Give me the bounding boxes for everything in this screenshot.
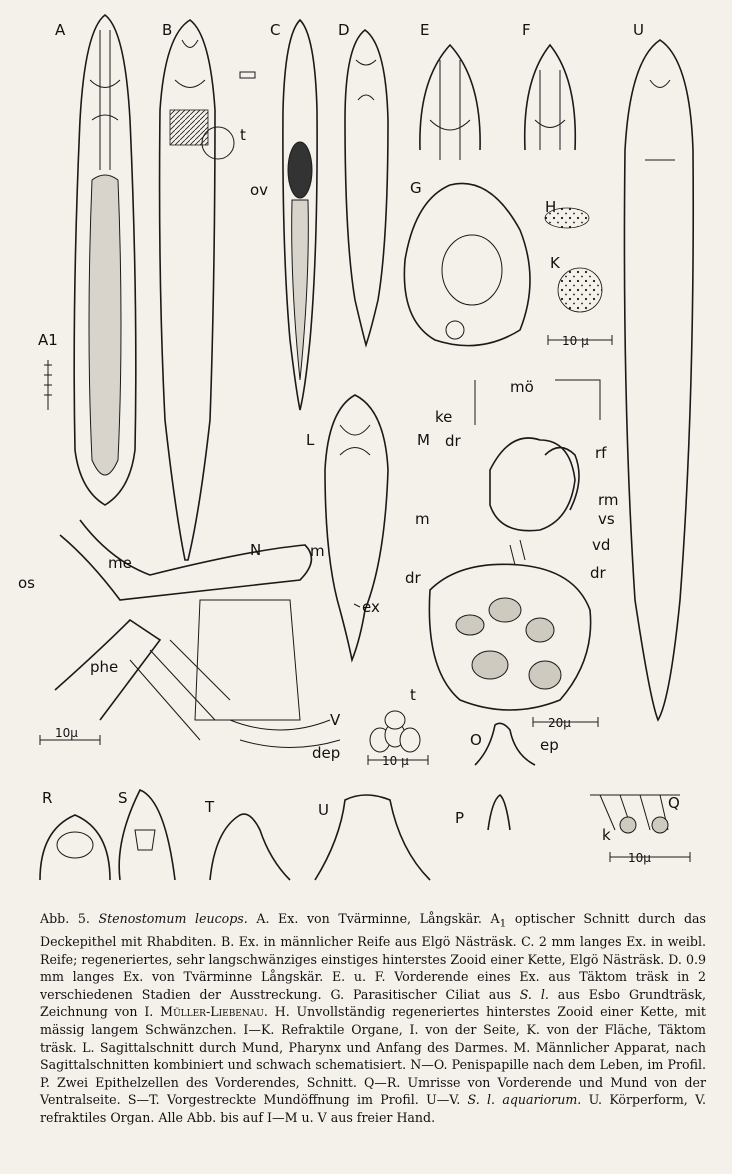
panel-d-worm — [345, 30, 388, 345]
panel-t-outline — [315, 795, 430, 880]
label-rm: rm — [598, 491, 619, 509]
panel-e-head — [420, 45, 480, 160]
panel-q-outline — [40, 815, 110, 880]
label-dr2: dr — [405, 569, 421, 587]
scale-label-v: 10 µ — [382, 754, 409, 768]
label-q: R — [42, 789, 53, 807]
panel-a-worm — [74, 15, 136, 505]
label-a: A — [55, 21, 66, 39]
figure-caption — [40, 910, 706, 1127]
label-k: K — [550, 254, 560, 272]
caption-text-2: optischer Schnitt durch das Deckepithel mit Rhabditen. B. Ex. in männlicher Reife aus Elgö Nästräsk. C. 2 mm langes Ex. in weibl. Reife; regeneriertes, sehr langschwänziges einstiges hinterstes Zooid einer Kette, Elgö Nästräsk. D. 0.9 mm langes Ex. von Tvärminne Långskär. E. u. F. Vorderende eines Ex. aus Täktom träsk in 2 verschiedenen Stadien der Ausstreckung. G. Parasitischer Ciliat aus — [40, 911, 706, 1002]
label-f: F — [522, 21, 531, 39]
caption-sub-1: 1 — [499, 917, 507, 930]
caption-sl-2: S. l. aquariorum. — [467, 1092, 582, 1108]
label-ov: ov — [250, 181, 269, 199]
panel-l-section — [55, 520, 340, 748]
label-dr3: dr — [590, 564, 606, 582]
caption-text-1: A. Ex. von Tvärminne, Långskär. A — [247, 911, 500, 926]
label-me: me — [108, 554, 132, 572]
caption-lead: Abb. 5. — [40, 911, 90, 926]
panel-h-zooid — [325, 395, 388, 660]
panel-v-organ — [370, 711, 420, 752]
label-e: E — [420, 21, 430, 39]
label-c: C — [270, 21, 281, 39]
panel-a1-section — [44, 360, 52, 410]
label-os: os — [18, 574, 35, 592]
label-h: L — [306, 431, 315, 449]
label-r: S — [118, 789, 128, 807]
label-v: V — [330, 711, 341, 729]
panel-c-worm — [283, 20, 317, 410]
panel-r-outline — [119, 790, 175, 880]
caption-species: Stenostomum leucops. — [98, 911, 248, 926]
label-u: U — [633, 21, 644, 39]
label-vd: vd — [592, 536, 611, 554]
label-s: T — [205, 798, 215, 816]
label-l: N — [250, 541, 262, 559]
caption-text-5: U. Körperform, V. refraktiles Organ. Alle Abb. bis auf I—M u. V aus freier Hand. — [40, 1092, 706, 1126]
label-d: D — [338, 21, 350, 39]
panel-s-outline — [210, 814, 290, 880]
panel-u-worm — [624, 40, 693, 720]
label-g: G — [410, 179, 422, 197]
label-o: P — [455, 809, 465, 827]
scale-label-m: 20µ — [548, 716, 571, 730]
scale-label-p: 10µ — [628, 851, 651, 865]
caption-sl-1: S. l. — [519, 986, 549, 1002]
label-vs: vs — [598, 510, 615, 528]
caption-text-4: . H. Unvollständig regeneriertes hinterstes Zooid einer Kette, mit mässig langem Schwänzchen. I—K. Refraktile Organe, I. von der Seite, K. von der Fläche, Täktom träsk. L. Sagittalschnitt durch Mund, Pharynx und Anfang des Darmes. M. Männlicher Apparat, nach Sagittalschnitten kombiniert und schwach schematisiert. N—O. Penispapille nach dem Leben, im Profil. P. Zwei Epithelzellen des Vorderendes, Schnitt. Q—R. Umrisse von Vorderende und Mund von der Ventralseite. S—T. Vorgestreckte Mundöffnung im Profil. U—V. — [40, 1004, 706, 1108]
label-t-panel: U — [318, 801, 329, 819]
label-p: Q — [668, 794, 680, 812]
label-phe: phe — [90, 658, 119, 676]
panel-m-male-apparatus — [429, 380, 600, 710]
label-m-panel: M — [417, 431, 430, 449]
panel-o-papilla — [488, 795, 510, 830]
label-m-l: m — [310, 542, 325, 560]
caption-text-3: aus Esbo Grundträsk, Zeichnung von I. — [40, 986, 706, 1020]
panel-f-head — [525, 45, 576, 150]
scale-label-l: 10µ — [55, 726, 78, 740]
label-t-m: t — [410, 686, 416, 704]
panel-n-papilla — [475, 723, 535, 765]
panel-b-worm — [160, 20, 234, 560]
caption-author: Müller-Liebenau — [160, 1004, 264, 1020]
label-i: H — [545, 198, 557, 216]
label-ep: ep — [540, 736, 559, 754]
label-mo: mö — [510, 378, 534, 396]
panel-g-ciliate — [404, 183, 530, 345]
scale-label-k: 10 µ — [562, 334, 589, 348]
label-dr1: dr — [445, 432, 461, 450]
label-ex: ex — [362, 598, 380, 616]
label-b: B — [162, 21, 173, 39]
panel-b-inset — [240, 72, 255, 78]
label-k-structure: k — [602, 826, 611, 844]
label-m-structure: m — [415, 510, 430, 528]
label-rf: rf — [595, 444, 607, 462]
label-ke: ke — [435, 408, 453, 426]
label-n: O — [470, 731, 482, 749]
panel-k-organ — [558, 268, 602, 312]
label-a1: A1 — [38, 331, 58, 349]
label-t-b: t — [240, 126, 246, 144]
label-dep: dep — [312, 744, 341, 762]
